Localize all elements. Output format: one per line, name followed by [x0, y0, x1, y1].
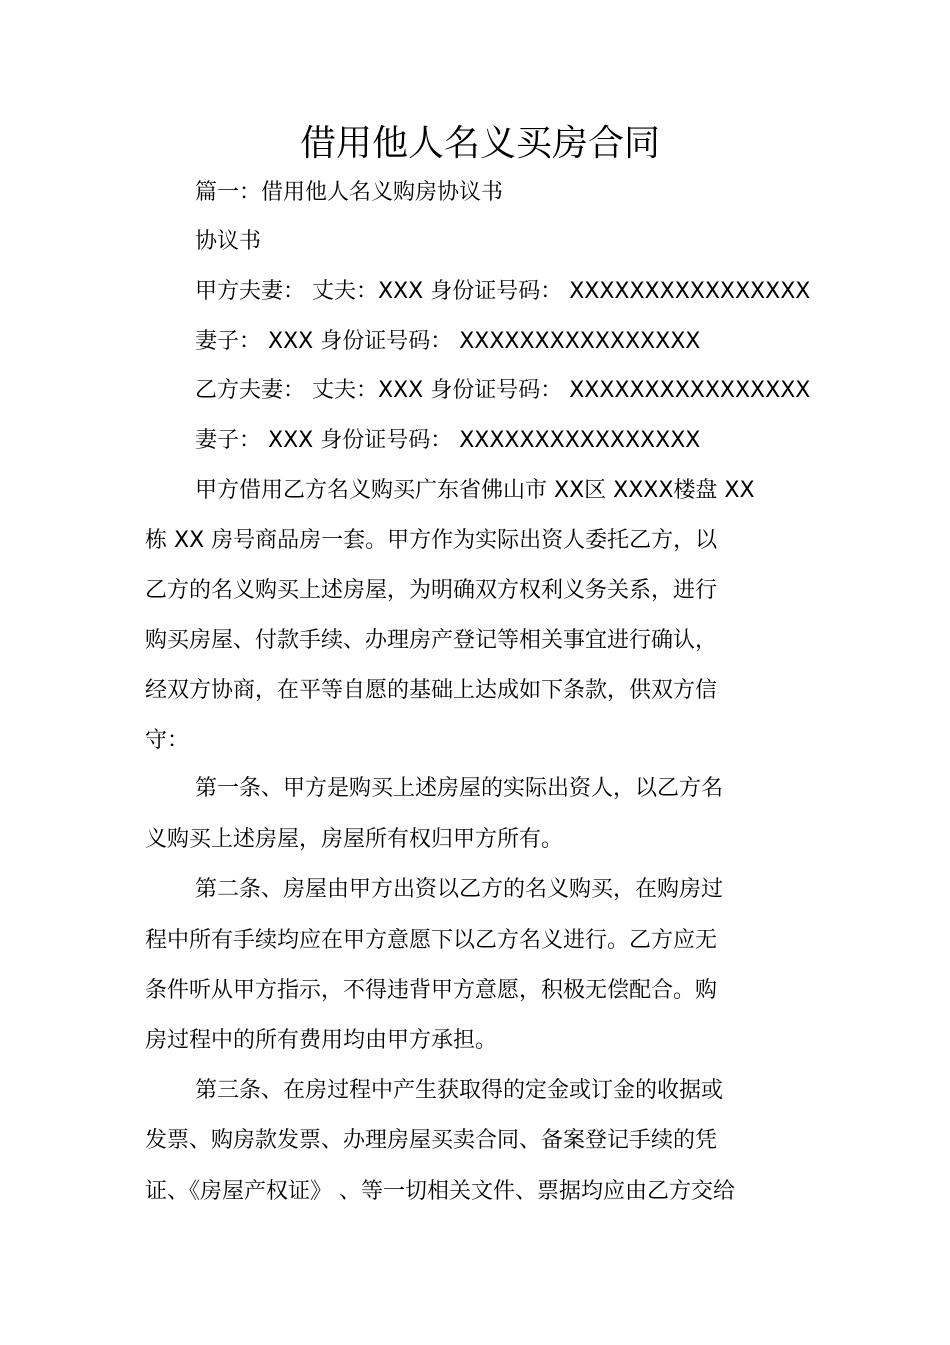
party-a-husband-line: 甲方夫妻： 丈夫：XXX 身份证号码： XXXXXXXXXXXXXXXX: [195, 279, 811, 304]
paragraph-line: 乙方的名义购买上述房屋，为明确双方权利义务关系，进行: [145, 578, 718, 603]
article-2-line: 第二条、房屋由甲方出资以乙方的名义购买，在购房过: [195, 877, 724, 902]
heading-line: 协议书: [195, 229, 262, 254]
document-title: 借用他人名义买房合同: [299, 123, 660, 164]
article-3-line: 证、《房屋产权证》 、等一切相关文件、票据均应由乙方交给: [145, 1179, 735, 1204]
article-3-line: 第三条、在房过程中产生获取得的定金或订金的收据或: [195, 1078, 724, 1103]
paragraph-line: 甲方借用乙方名义购买广东省佛山市 XX区 XXXX楼盘 XX: [195, 478, 755, 503]
article-3-line: 发票、购房款发票、办理房屋买卖合同、备案登记手续的凭: [145, 1128, 718, 1153]
paragraph-line: 栋 XX 房号商品房一套。甲方作为实际出资人委托乙方，以: [145, 528, 718, 553]
article-2-line: 房过程中的所有费用均由甲方承担。: [145, 1028, 498, 1053]
paragraph-line: 经双方协商，在平等自愿的基础上达成如下条款，供双方信: [145, 678, 718, 703]
party-a-wife-line: 妻子： XXX 身份证号码： XXXXXXXXXXXXXXXX: [195, 329, 701, 354]
party-b-husband-line: 乙方夫妻： 丈夫：XXX 身份证号码： XXXXXXXXXXXXXXXX: [195, 378, 811, 403]
paragraph-line: 守：: [145, 728, 190, 753]
party-b-wife-line: 妻子： XXX 身份证号码： XXXXXXXXXXXXXXXX: [195, 428, 701, 453]
article-2-line: 条件听从甲方指示，不得违背甲方意愿，积极无偿配合。购: [145, 978, 718, 1003]
paragraph-line: 购买房屋、付款手续、办理房产登记等相关事宜进行确认，: [145, 628, 718, 653]
subtitle-line: 篇一：借用他人名义购房协议书: [195, 180, 504, 205]
article-2-line: 程中所有手续均应在甲方意愿下以乙方名义进行。乙方应无: [145, 928, 718, 953]
article-1-line: 义购买上述房屋，房屋所有权归甲方所有。: [145, 827, 564, 852]
article-1-line: 第一条、甲方是购买上述房屋的实际出资人，以乙方名: [195, 776, 724, 801]
